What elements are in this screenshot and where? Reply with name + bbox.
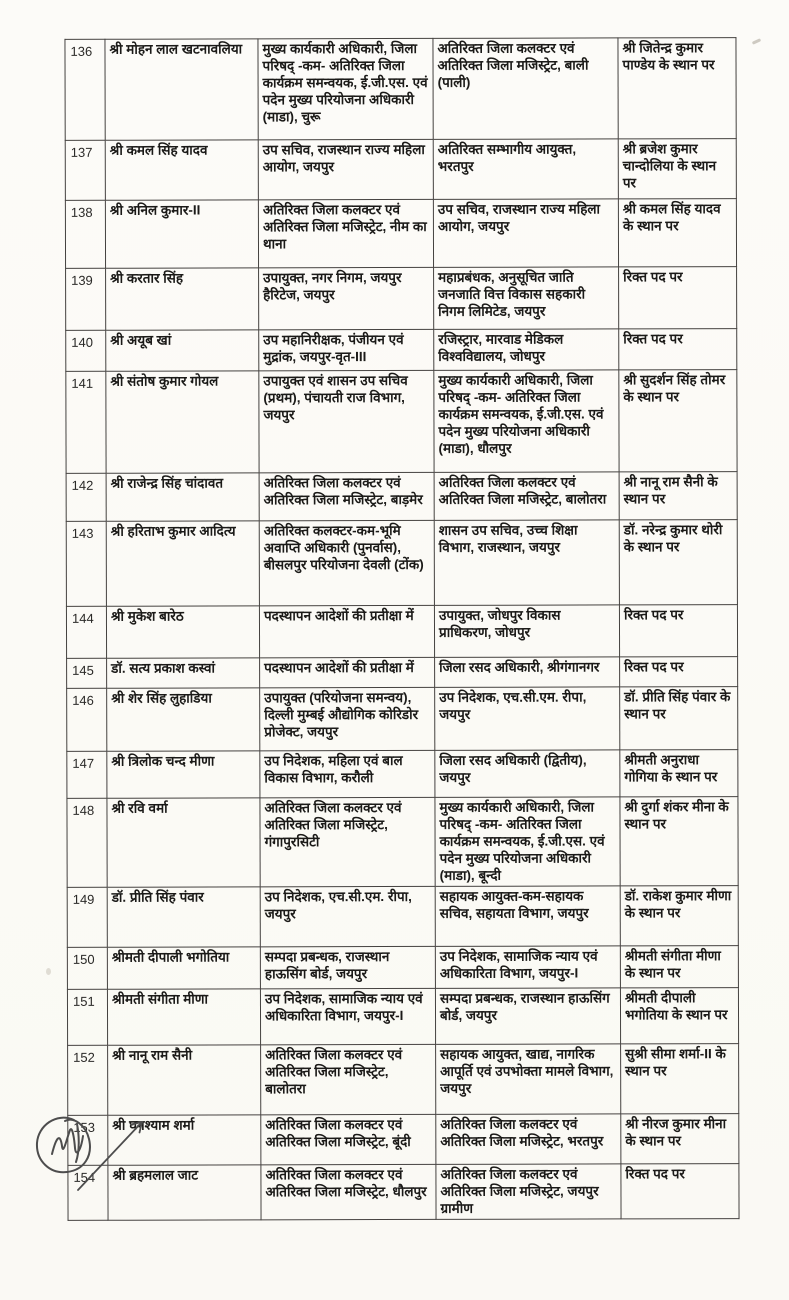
cell-present-post: अतिरिक्त जिला कलक्टर एवं अतिरिक्त जिला मजिस्ट्रेट, गंगापुरसिटी bbox=[260, 797, 435, 886]
table-row bbox=[67, 946, 738, 990]
cell-serial: 150 bbox=[67, 947, 107, 989]
cell-present-post: अतिरिक्त कलक्टर-कम-भूमि अवाप्ति अधिकारी (पुनर्वास), बीसलपुर परियोजना देवली (टोंक) bbox=[259, 520, 434, 605]
cell-remark: श्री सुदर्शन सिंह तोमर के स्थान पर bbox=[619, 370, 737, 472]
cell-new-post: मुख्य कार्यकारी अधिकारी, जिला परिषद् -कम- अतिरिक्त जिला कार्यक्रम समन्वयक, ई.जी.एस. एवं पदेन मुख्य परियोजना अधिकारी (माडा), बून्दी bbox=[435, 797, 620, 886]
cell-new-post: जिला रसद अधिकारी (द्वितीय), जयपुर bbox=[435, 750, 620, 797]
cell-serial: 147 bbox=[67, 751, 107, 798]
table-row bbox=[65, 139, 736, 201]
cell-officer-name: श्री संतोष कुमार गोयल bbox=[106, 371, 259, 473]
table-row bbox=[67, 988, 738, 1046]
cell-serial: 143 bbox=[66, 521, 106, 606]
table-row bbox=[67, 750, 738, 799]
cell-remark: सुश्री सीमा शर्मा-II के स्थान पर bbox=[621, 1044, 739, 1114]
cell-new-post: उप निदेशक, सामाजिक न्याय एवं अधिकारिता विभाग, जयपुर-I bbox=[435, 946, 620, 988]
cell-remark: रिक्त पद पर bbox=[621, 1164, 739, 1219]
cell-officer-name: डॉ. प्रीति सिंह पंवार bbox=[107, 887, 260, 947]
cell-remark: श्रीमती अनुराधा गोगिया के स्थान पर bbox=[620, 750, 738, 797]
cell-present-post: पदस्थापन आदेशों की प्रतीक्षा में bbox=[259, 605, 434, 657]
cell-remark: श्री दुर्गा शंकर मीना के स्थान पर bbox=[620, 797, 738, 886]
cell-new-post: अतिरिक्त जिला कलक्टर एवं अतिरिक्त जिला मजिस्ट्रेट, भरतपुर bbox=[436, 1114, 621, 1164]
cell-serial: 139 bbox=[66, 268, 106, 330]
transfer-table-body bbox=[65, 38, 739, 1221]
cell-new-post: महाप्रबंधक, अनुसूचित जाति जनजाति वित्त विकास सहकारी निगम लिमिटेड, जयपुर bbox=[434, 267, 619, 329]
table-row bbox=[67, 886, 738, 948]
table-row bbox=[66, 605, 737, 659]
cell-remark: रिक्त पद पर bbox=[619, 267, 737, 329]
cell-present-post: उप निदेशक, महिला एवं बाल विकास विभाग, करौली bbox=[260, 750, 435, 797]
cell-new-post: उप सचिव, राजस्थान राज्य महिला आयोग, जयपुर bbox=[433, 199, 618, 267]
scan-speck bbox=[752, 38, 761, 45]
table-row bbox=[67, 657, 738, 689]
cell-new-post: अतिरिक्त जिला कलक्टर एवं अतिरिक्त जिला मजिस्ट्रेट, बालोतरा bbox=[434, 472, 619, 520]
scan-speck bbox=[46, 968, 51, 975]
handwritten-signature-icon bbox=[30, 1106, 250, 1206]
cell-serial: 136 bbox=[65, 39, 105, 140]
cell-new-post: अतिरिक्त सम्भागीय आयुक्त, भरतपुर bbox=[433, 139, 618, 199]
cell-officer-name: श्री ब्रहमलाल जाट bbox=[108, 1165, 261, 1220]
cell-remark: रिक्त पद पर bbox=[620, 657, 738, 687]
cell-serial: 141 bbox=[66, 371, 106, 473]
cell-present-post: उप निदेशक, सामाजिक न्याय एवं अधिकारिता विभाग, जयपुर-I bbox=[260, 988, 435, 1044]
cell-present-post: उपायुक्त (परियोजना समन्वय), दिल्ली मुम्बई औद्योगिक कोरिडोर प्रोजेक्ट, जयपुर bbox=[260, 687, 435, 750]
cell-serial: 148 bbox=[67, 798, 107, 887]
cell-officer-name: श्री अनिल कुमार-II bbox=[105, 200, 258, 268]
cell-officer-name: श्री अयूब खां bbox=[106, 330, 259, 371]
cell-remark: श्रीमती संगीता मीणा के स्थान पर bbox=[620, 946, 738, 988]
table-row bbox=[66, 472, 737, 522]
cell-serial: 154 bbox=[68, 1165, 108, 1220]
table-row bbox=[68, 1044, 739, 1116]
cell-remark: रिक्त पद पर bbox=[619, 605, 737, 657]
cell-new-post: रजिस्ट्रार, मारवाड मेडिकल विश्वविद्यालय, जोधपुर bbox=[434, 329, 619, 370]
cell-serial: 151 bbox=[67, 989, 107, 1045]
cell-officer-name: श्री नानू राम सैनी bbox=[108, 1045, 261, 1115]
table-row bbox=[65, 38, 736, 141]
table-row bbox=[66, 267, 737, 331]
cell-remark: डॉ. राकेश कुमार मीणा के स्थान पर bbox=[620, 886, 738, 946]
cell-serial: 153 bbox=[68, 1115, 108, 1165]
cell-new-post: शासन उप सचिव, उच्च शिक्षा विभाग, राजस्थान, जयपुर bbox=[434, 520, 619, 605]
cell-serial: 138 bbox=[65, 200, 105, 268]
cell-new-post: सहायक आयुक्त, खाद्य, नागरिक आपूर्ति एवं उपभोक्ता मामले विभाग, जयपुर bbox=[436, 1044, 621, 1114]
cell-present-post: पदस्थापन आदेशों की प्रतीक्षा में bbox=[260, 657, 435, 687]
cell-serial: 144 bbox=[66, 606, 106, 658]
cell-serial: 140 bbox=[66, 330, 106, 371]
cell-officer-name: श्रीमती संगीता मीणा bbox=[107, 989, 260, 1045]
cell-new-post: अतिरिक्त जिला कलक्टर एवं अतिरिक्त जिला मजिस्ट्रेट, जयपुर ग्रामीण bbox=[436, 1164, 621, 1219]
table-row bbox=[67, 797, 738, 888]
cell-remark: श्री कमल सिंह यादव के स्थान पर bbox=[618, 199, 736, 267]
cell-officer-name: श्री घनश्याम शर्मा bbox=[108, 1115, 261, 1165]
cell-remark: श्री जितेन्द्र कुमार पाण्डेय के स्थान पर bbox=[618, 38, 736, 139]
cell-present-post: अतिरिक्त जिला कलक्टर एवं अतिरिक्त जिला मजिस्ट्रेट, धौलपुर bbox=[261, 1164, 436, 1219]
cell-officer-name: डॉ. सत्य प्रकाश कस्वां bbox=[107, 658, 260, 688]
cell-officer-name: श्री मोहन लाल खटनावलिया bbox=[105, 39, 258, 140]
cell-serial: 142 bbox=[66, 473, 106, 521]
table-row bbox=[66, 520, 737, 607]
transfer-order-table bbox=[64, 37, 739, 1221]
cell-present-post: अतिरिक्त जिला कलक्टर एवं अतिरिक्त जिला मजिस्ट्रेट, बाड़मेर bbox=[259, 472, 434, 520]
cell-officer-name: श्रीमती दीपाली भगोतिया bbox=[107, 947, 260, 989]
cell-officer-name: श्री रवि वर्मा bbox=[107, 798, 260, 887]
cell-present-post: उप सचिव, राजस्थान राज्य महिला आयोग, जयपुर bbox=[258, 139, 433, 199]
cell-remark: श्री नीरज कुमार मीना के स्थान पर bbox=[621, 1114, 739, 1164]
cell-remark: डॉ. नरेन्द्र कुमार थोरी के स्थान पर bbox=[619, 520, 737, 605]
cell-serial: 146 bbox=[67, 688, 107, 751]
table-row bbox=[66, 329, 737, 372]
cell-officer-name: श्री करतार सिंह bbox=[106, 268, 259, 330]
cell-officer-name: श्री हरिताभ कुमार आदित्य bbox=[106, 521, 259, 606]
cell-remark: श्रीमती दीपाली भगोतिया के स्थान पर bbox=[620, 988, 738, 1044]
cell-new-post: अतिरिक्त जिला कलक्टर एवं अतिरिक्त जिला मजिस्ट्रेट, बाली (पाली) bbox=[433, 38, 618, 139]
cell-present-post: अतिरिक्त जिला कलक्टर एवं अतिरिक्त जिला मजिस्ट्रेट, बूंदी bbox=[261, 1114, 436, 1164]
cell-new-post: उप निदेशक, एच.सी.एम. रीपा, जयपुर bbox=[435, 687, 620, 750]
cell-serial: 145 bbox=[67, 658, 107, 688]
cell-serial: 149 bbox=[67, 887, 107, 947]
cell-new-post: मुख्य कार्यकारी अधिकारी, जिला परिषद् -कम- अतिरिक्त जिला कार्यक्रम समन्वयक, ई.जी.एस. एवं पदेन मुख्य परियोजना अधिकारी (माडा), धौलपुर bbox=[434, 370, 619, 472]
cell-present-post: सम्पदा प्रबन्धक, राजस्थान हाऊसिंग बोर्ड, जयपुर bbox=[260, 946, 435, 988]
cell-remark: श्री ब्रजेश कुमार चान्दोलिया के स्थान पर bbox=[618, 139, 736, 199]
table-row bbox=[65, 199, 736, 269]
cell-present-post: उप महानिरीक्षक, पंजीयन एवं मुद्रांक, जयपुर-वृत-III bbox=[259, 329, 434, 370]
cell-present-post: उप निदेशक, एच.सी.एम. रीपा, जयपुर bbox=[260, 886, 435, 946]
table-row bbox=[67, 687, 738, 752]
cell-new-post: सम्पदा प्रबन्धक, राजस्थान हाऊसिंग बोर्ड, जयपुर bbox=[435, 988, 620, 1044]
cell-remark: रिक्त पद पर bbox=[619, 329, 737, 370]
cell-officer-name: श्री शेर सिंह लुहाडिया bbox=[107, 688, 260, 751]
cell-present-post: मुख्य कार्यकारी अधिकारी, जिला परिषद् -कम- अतिरिक्त जिला कार्यक्रम समन्वयक, ई.जी.एस. एवं पदेन मुख्य परियोजना अधिकारी (माडा), चुरू bbox=[258, 38, 433, 139]
cell-officer-name: श्री त्रिलोक चन्द मीणा bbox=[107, 751, 260, 798]
cell-new-post: जिला रसद अधिकारी, श्रीगंगानगर bbox=[435, 657, 620, 687]
table-row bbox=[66, 370, 737, 474]
cell-officer-name: श्री मुकेश बारेठ bbox=[106, 606, 259, 658]
cell-present-post: अतिरिक्त जिला कलक्टर एवं अतिरिक्त जिला मजिस्ट्रेट, बालोतरा bbox=[261, 1044, 436, 1114]
cell-present-post: उपायुक्त, नगर निगम, जयपुर हैरिटेज, जयपुर bbox=[259, 267, 434, 329]
cell-serial: 152 bbox=[68, 1045, 108, 1115]
cell-new-post: सहायक आयुक्त-कम-सहायक सचिव, सहायता विभाग, जयपुर bbox=[435, 886, 620, 946]
cell-present-post: अतिरिक्त जिला कलक्टर एवं अतिरिक्त जिला मजिस्ट्रेट, नीम का थाना bbox=[258, 199, 433, 267]
cell-officer-name: श्री राजेन्द्र सिंह चांदावत bbox=[106, 473, 259, 521]
cell-officer-name: श्री कमल सिंह यादव bbox=[105, 140, 258, 200]
cell-serial: 137 bbox=[65, 140, 105, 200]
cell-remark: डॉ. प्रीति सिंह पंवार के स्थान पर bbox=[620, 687, 738, 750]
cell-remark: श्री नानू राम सैनी के स्थान पर bbox=[619, 472, 737, 520]
cell-present-post: उपायुक्त एवं शासन उप सचिव (प्रथम), पंचायती राज विभाग, जयपुर bbox=[259, 370, 434, 472]
cell-new-post: उपायुक्त, जोधपुर विकास प्राधिकरण, जोधपुर bbox=[434, 605, 619, 657]
